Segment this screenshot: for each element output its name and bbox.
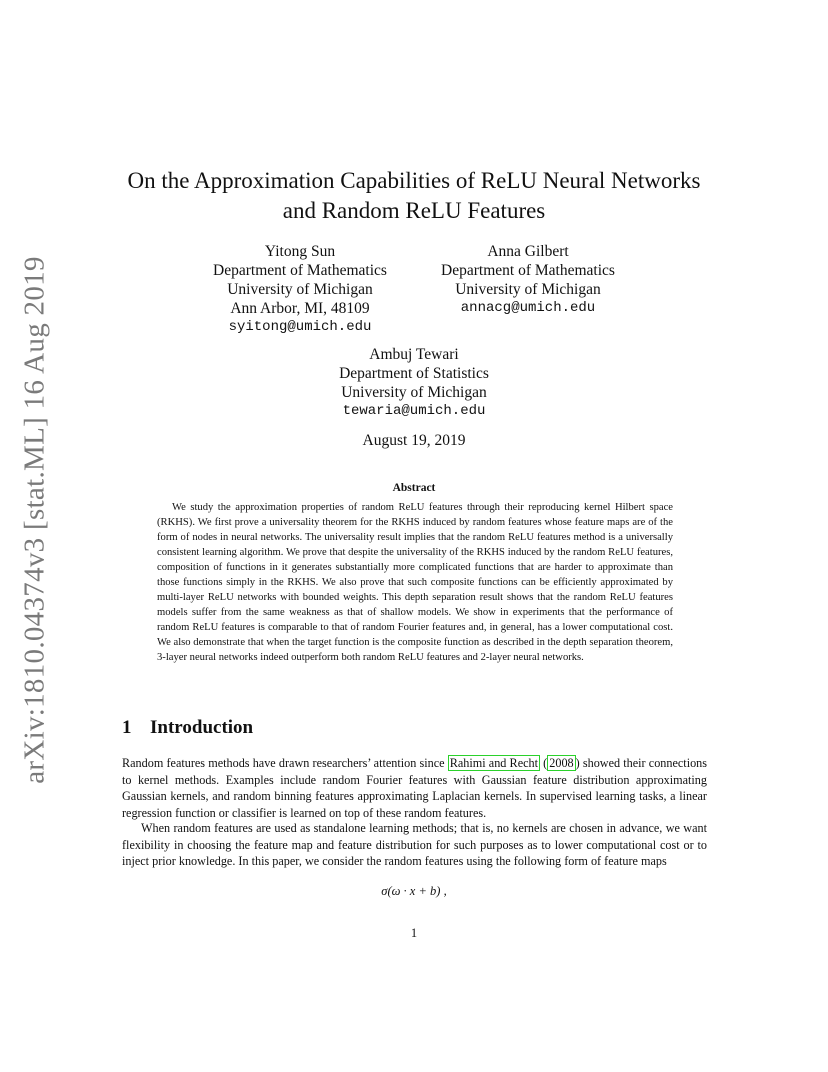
author-university: University of Michigan — [227, 281, 373, 298]
citation-year-link[interactable]: 2008 — [549, 756, 574, 770]
abstract-heading: Abstract — [392, 482, 436, 494]
author-department: Department of Mathematics — [441, 262, 615, 279]
title-line-2: and Random ReLU Features — [282, 198, 546, 223]
citation-link[interactable]: Rahimi and Recht — [449, 756, 538, 770]
paper-title — [0, 166, 828, 226]
section-heading — [122, 717, 253, 739]
author-university: University of Michigan — [455, 281, 601, 298]
equation: σ(ω · x + b) , — [381, 884, 447, 898]
author-department: Department of Mathematics — [213, 262, 387, 279]
intro-paragraph-1: Random features methods have drawn researchers’ attention since Rahimi and Recht ( 2008 ) showed their connections to kernel methods. Examples include random Fourier features with Gaussian feature distribution approximating Gaussian kernels, and random binning features approximating Laplacian kernels. In supervised learning tasks, a linear regression function or classifier is learned on top of these random features. — [122, 756, 708, 820]
author-name: Yitong Sun — [264, 243, 336, 260]
author-name: Anna Gilbert — [487, 243, 569, 260]
abstract-text: We study the approximation properties of random ReLU features through their reproducing kernel Hilbert space (RKHS). We first prove a universality theorem for the RKHS induced by random features whose feature maps are of the form of nodes in neural networks. The universality result implies that the random ReLU features method is a universally consistent learning algorithm. We prove that despite the universality of the RKHS induced by the random ReLU features, composition of functions in it generates substantially more complicated functions that are harder to approximate than those functions simply in the RKHS. We also prove that such composite functions can be efficiently approximated by multi-layer ReLU networks with bounded weights. This depth separation result shows that the random ReLU features models suffer from the same weakness as that of shallow models. We show in experiments that the performance of random ReLU features is comparable to that of random Fourier features and, in general, has a lower computational cost. We also demonstrate that when the target function is the composite function as described in the depth separation theorem, 3-layer neural networks indeed outperform both random ReLU features and 2-layer neural networks. — [157, 502, 673, 663]
author-department: Department of Statistics — [339, 365, 489, 382]
intro-paragraph-2: When random features are used as standalone learning methods; that is, no kernels are chosen in advance, we want flexibility in choosing the feature map and feature distribution for such purposes as to lower computational cost or to inject prior knowledge. In this paper, we consider the random features using the following form of feature maps — [122, 821, 707, 868]
page-number: 1 — [410, 926, 418, 940]
author-email: annacg@umich.edu — [460, 300, 596, 316]
paragraph-text: Random features methods have drawn researchers’ attention since — [122, 756, 448, 770]
author-block-3 — [314, 345, 514, 421]
author-address: Ann Arbor, MI, 48109 — [230, 300, 370, 317]
section-number: 1 — [122, 717, 132, 738]
arxiv-id: arXiv:1810.04374v3 [stat.ML] 16 Aug 2019 — [18, 256, 51, 784]
author-name: Ambuj Tewari — [369, 346, 459, 363]
author-block-2 — [428, 242, 628, 318]
author-email: syitong@umich.edu — [228, 319, 372, 335]
section-title: Introduction — [150, 717, 254, 738]
author-university: University of Michigan — [341, 384, 487, 401]
paper-date: August 19, 2019 — [362, 432, 466, 449]
author-block-1 — [200, 242, 400, 337]
title-line-1: On the Approximation Capabilities of ReLU Neural Networks — [127, 168, 701, 193]
author-email: tewaria@umich.edu — [342, 403, 486, 419]
paragraph-text: showed their connections to kernel methods. Examples include random Fourier features with Gaussian feature distribution approximating Gaussian kernels, and random binning features approximating Laplacian kernels. In supervised learning tasks, a linear regression function or classifier is learned on top of these random features. — [122, 756, 708, 820]
